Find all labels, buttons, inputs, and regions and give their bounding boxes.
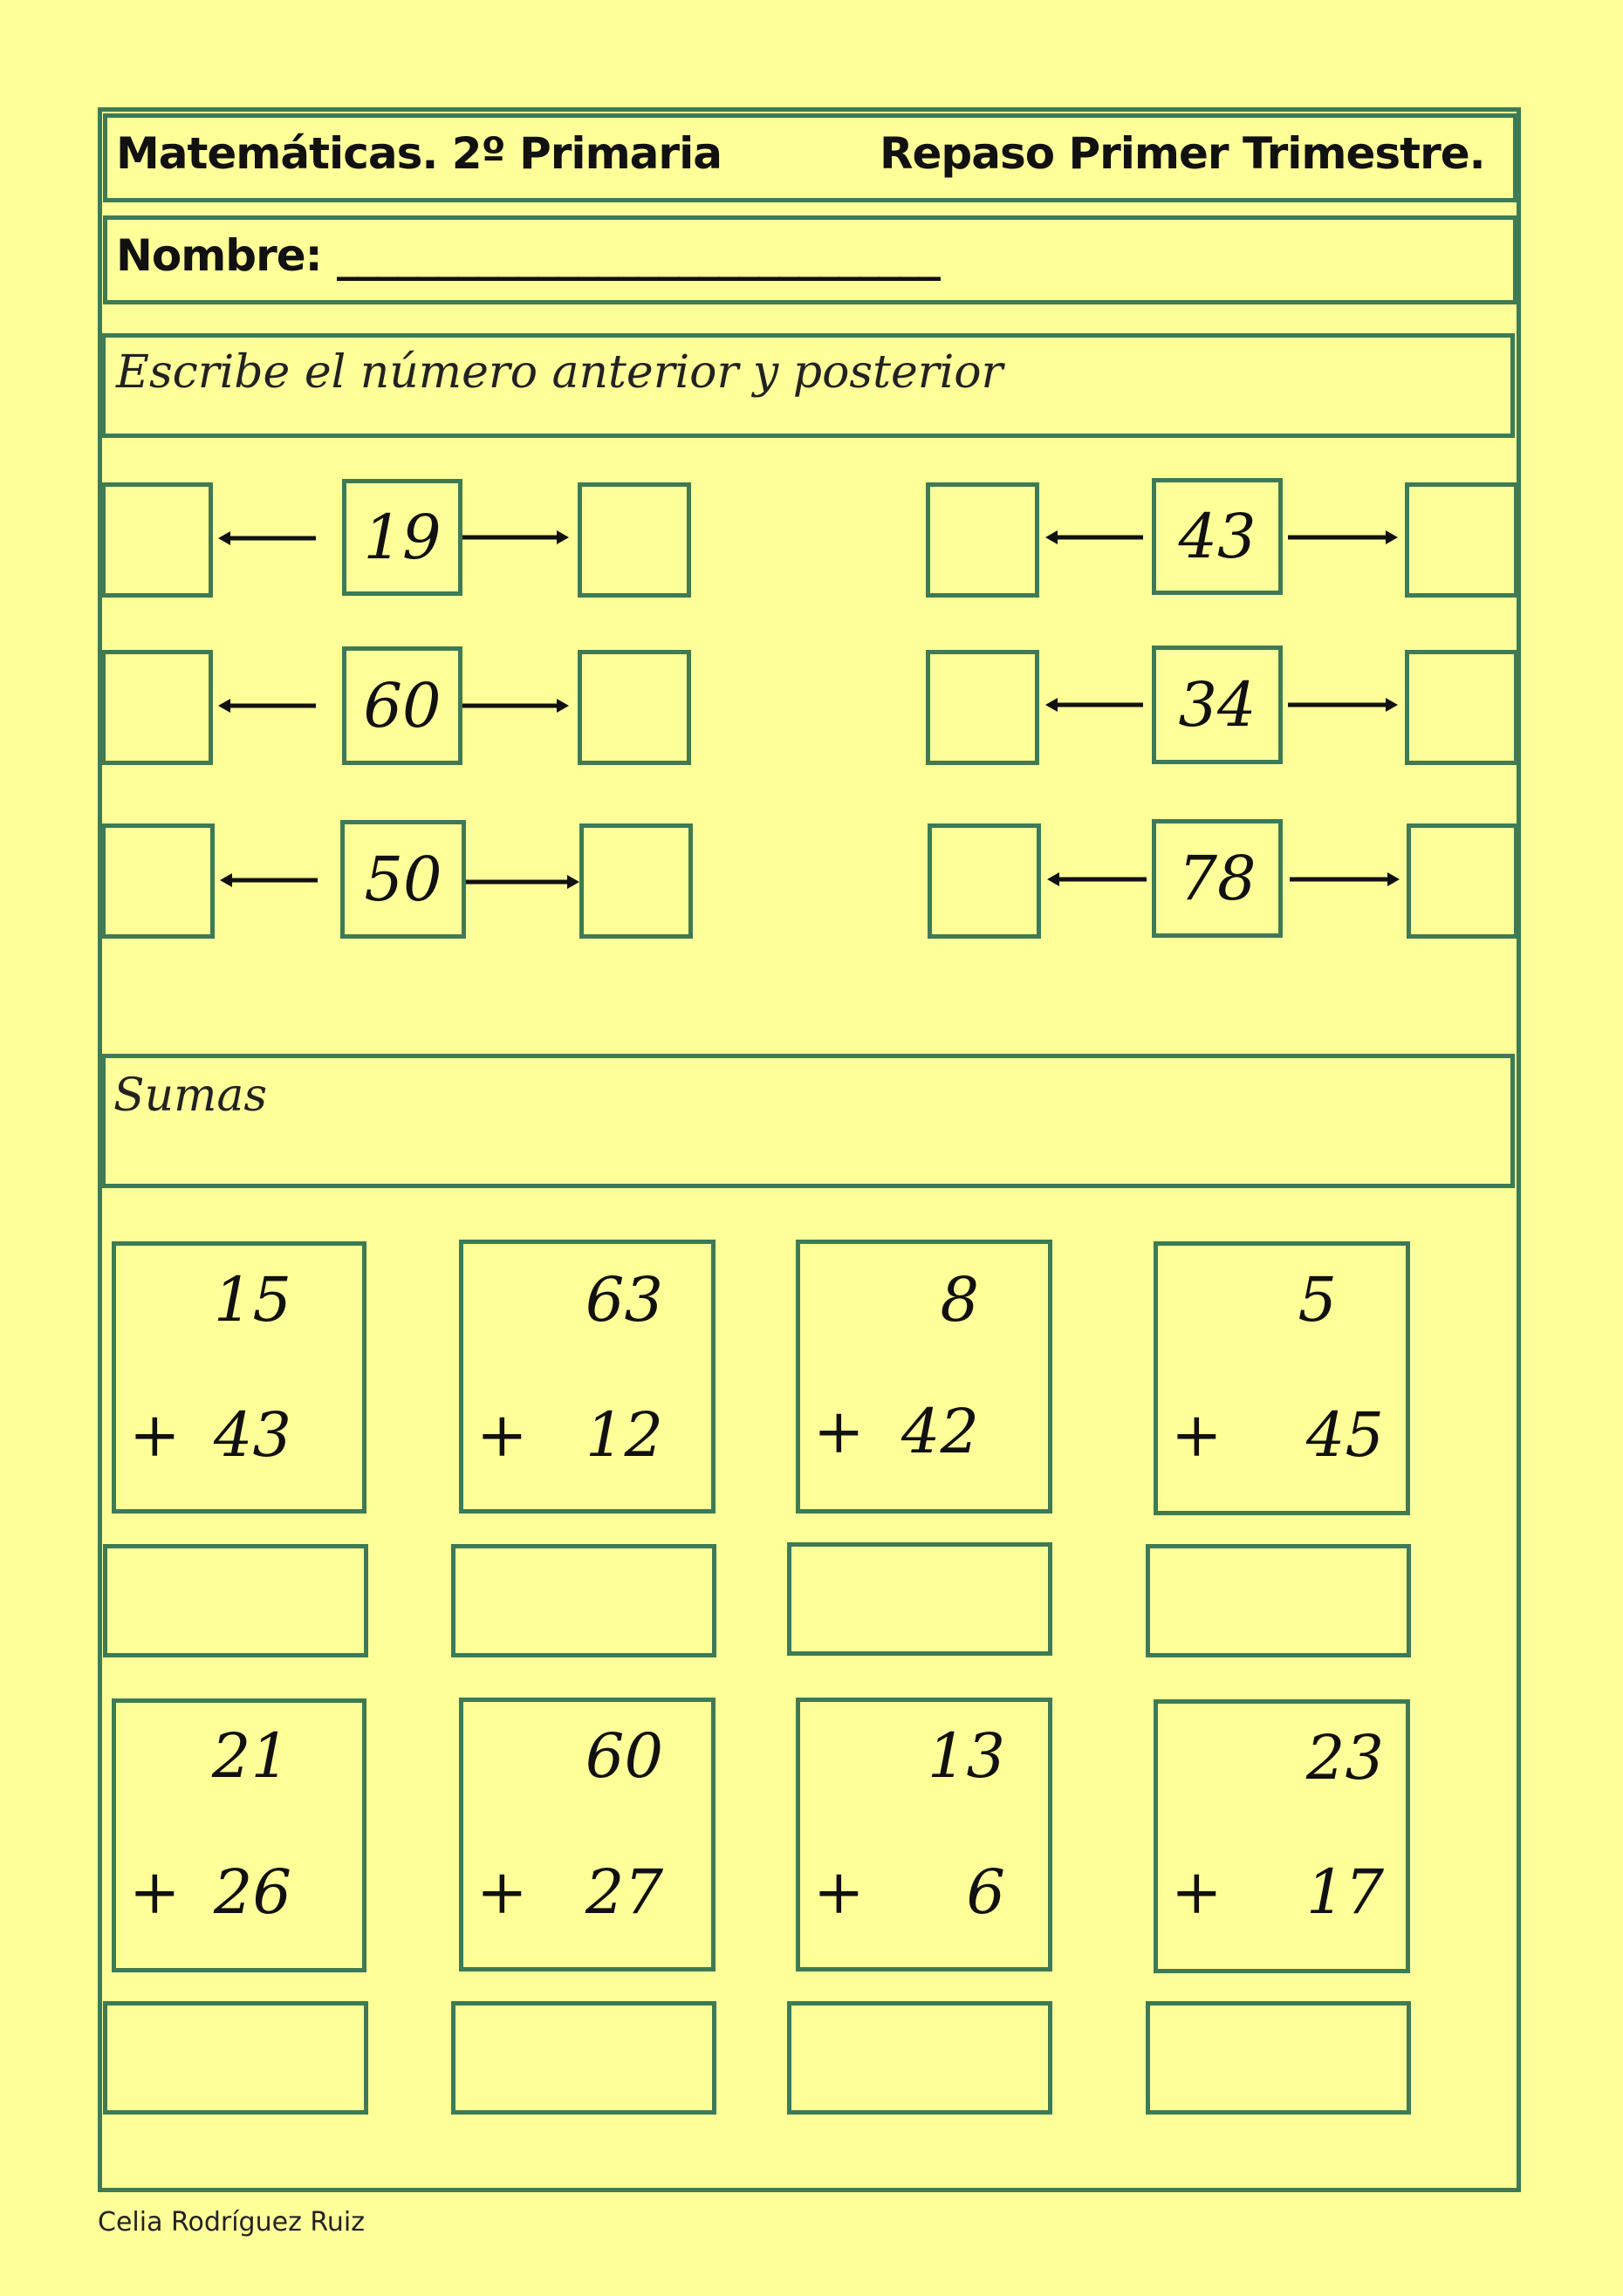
number-box: 19: [342, 479, 462, 596]
instruction-box-2: [101, 1054, 1515, 1188]
sum-bottom-number: 45: [1305, 1399, 1384, 1471]
sum-bottom-number: 26: [213, 1856, 291, 1928]
arrow-right-icon: [466, 869, 579, 895]
sum-answer-box[interactable]: [1146, 1544, 1411, 1657]
sum-answer-box[interactable]: [1146, 2001, 1411, 2115]
sum-bottom-number: 43: [213, 1399, 291, 1471]
sum-top-number: 23: [1305, 1722, 1384, 1794]
answer-box-after[interactable]: [1405, 482, 1518, 598]
answer-box-after[interactable]: [579, 823, 693, 939]
plus-sign: +: [813, 1856, 865, 1928]
answer-box-after[interactable]: [1407, 823, 1518, 939]
plus-sign: +: [129, 1856, 181, 1928]
sum-card: [796, 1698, 1052, 1971]
number-box: 60: [342, 646, 462, 765]
arrow-left-icon: [218, 693, 316, 719]
arrow-right-icon: [1290, 866, 1400, 892]
answer-box-after[interactable]: [578, 482, 691, 598]
number-box: 78: [1152, 819, 1283, 938]
sum-bottom-number: 42: [901, 1396, 979, 1467]
arrow-left-icon: [218, 525, 316, 551]
answer-box-before[interactable]: [101, 650, 213, 765]
arrow-right-icon: [1288, 524, 1398, 550]
plus-sign: +: [476, 1856, 528, 1928]
instruction-1: Escribe el número anterior y posterior: [116, 346, 1003, 399]
sum-top-number: 8: [940, 1264, 979, 1336]
sum-top-number: 15: [213, 1264, 291, 1336]
sum-top-number: 21: [211, 1720, 290, 1792]
name-label: Nombre:: [116, 230, 322, 281]
page-title: Repaso Primer Trimestre.: [880, 128, 1485, 179]
arrow-left-icon: [1045, 692, 1143, 718]
sum-bottom-number: 27: [585, 1856, 663, 1928]
sum-answer-box[interactable]: [103, 2001, 368, 2115]
answer-box-after[interactable]: [1405, 650, 1518, 765]
sum-bottom-number: 6: [966, 1856, 1005, 1928]
plus-sign: +: [1171, 1399, 1222, 1471]
number-box: 50: [340, 820, 466, 939]
answer-box-before[interactable]: [101, 482, 213, 598]
sum-top-number: 60: [585, 1720, 663, 1792]
instruction-2: Sumas: [113, 1069, 268, 1122]
sum-card: [796, 1240, 1052, 1514]
arrow-right-icon: [462, 693, 569, 719]
sum-top-number: 63: [585, 1264, 663, 1336]
answer-box-after[interactable]: [578, 650, 691, 765]
sum-answer-box[interactable]: [787, 2001, 1052, 2115]
name-line[interactable]: ______________________________: [337, 230, 939, 281]
sum-card: [1154, 1241, 1410, 1515]
arrow-right-icon: [1288, 692, 1398, 718]
arrow-left-icon: [1045, 524, 1143, 550]
sum-bottom-number: 17: [1305, 1856, 1384, 1928]
arrow-left-icon: [220, 867, 318, 893]
sum-top-number: 5: [1298, 1264, 1337, 1336]
sum-answer-box[interactable]: [103, 1544, 368, 1657]
author-credit: Celia Rodríguez Ruiz: [98, 2207, 365, 2238]
sum-top-number: 13: [927, 1720, 1005, 1792]
plus-sign: +: [129, 1399, 181, 1471]
answer-box-before[interactable]: [101, 823, 215, 939]
arrow-right-icon: [462, 524, 569, 550]
plus-sign: +: [1171, 1856, 1222, 1928]
answer-box-before[interactable]: [926, 482, 1039, 598]
sum-answer-box[interactable]: [451, 1544, 716, 1657]
answer-box-before[interactable]: [928, 823, 1041, 939]
answer-box-before[interactable]: [926, 650, 1039, 765]
subject-title: Matemáticas. 2º Primaria: [116, 128, 722, 179]
sum-bottom-number: 12: [585, 1399, 663, 1471]
sum-answer-box[interactable]: [787, 1542, 1052, 1656]
sum-answer-box[interactable]: [451, 2001, 716, 2115]
arrow-left-icon: [1047, 866, 1147, 892]
plus-sign: +: [813, 1396, 865, 1467]
plus-sign: +: [476, 1399, 528, 1471]
number-box: 34: [1152, 646, 1283, 764]
number-box: 43: [1152, 478, 1283, 595]
